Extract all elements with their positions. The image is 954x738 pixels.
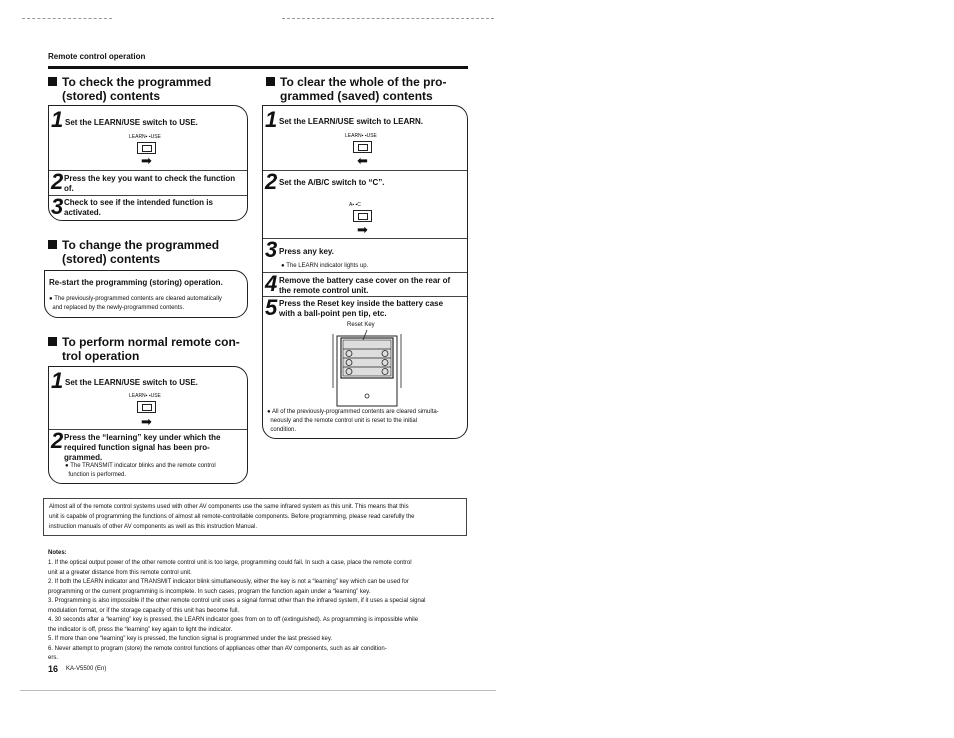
check-title: To check the programmed (stored) contents [48,75,268,103]
step-number: 1 [51,107,64,132]
bullet-square-icon [266,77,275,86]
divider [49,429,247,430]
note-line: the indicator is off, press the “learning” key again to light the indicator. [48,626,233,633]
divider [49,195,247,196]
note-line: 1. If the optical output power of the other remote control unit is too large, programming could fail. In such a case, place the remote control [48,560,412,566]
step-number: 5 [265,295,278,320]
note-line: 2. If both the LEARN indicator and TRANSMIT indicator blink simultaneously, either the key is not a “learning” key which can be used for [48,579,409,585]
step-text: Check to see if the intended function is activated. [64,198,213,217]
model-label: KA-V5500 (En) [66,666,107,672]
bullet-square-icon [48,77,57,86]
top-rule-left [22,18,112,19]
check-box [48,105,248,221]
notes-title: Notes: [48,550,67,556]
switch-label: LEARN▪ ▪USE [129,393,161,399]
section-label: Remote control operation [48,52,146,61]
step-number: 1 [265,107,278,132]
divider [263,238,467,239]
change-title: To change the programmed (stored) contents [48,238,268,266]
note-line: 6. Never attempt to program (store) the remote control functions of appliances other than AV components, such as air condition- [48,645,387,652]
bottom-rule [20,690,496,691]
note-line: unit at a greater distance from this remote control unit. [48,569,192,576]
divider [263,296,467,297]
bullet-square-icon [48,240,57,249]
note-line: modulation format, or if the storage capacity of this unit has become full. [48,607,240,614]
divider [263,272,467,273]
switch-label: LEARN▪ ▪USE [345,133,377,139]
step-text: Set the A/B/C switch to “C”. [279,178,385,187]
step-text: Press the Reset key inside the battery case with a ball-point pen tip, etc. [279,299,444,318]
reset-key-label: Reset Key [347,322,375,328]
note-line: 4. 30 seconds after a “learning” key is pressed, the LEARN indicator goes from on to off (extinguished). As programming is impossible while [48,617,419,623]
arrow-right-icon: ➡ [141,414,152,429]
change-box [44,270,248,318]
arrow-right-icon: ➡ [357,222,368,237]
step-number: 3 [265,237,278,262]
note-line: ers. [48,655,59,661]
info-text: Almost all of the remote control systems used with other AV components use the same infrared system as this unit. This means that this unit is capable of programming the functions of almost all remote-controllable components. Before programming, please read carefully the instruction manuals of other AV components as well as this instruction Manual. [49,504,415,530]
learn-use-switch-icon [137,401,156,413]
abc-switch-icon [353,210,372,222]
step-number: 2 [51,428,64,453]
step-number: 3 [51,194,64,219]
step-text: Press the key you want to check the function of. [64,174,236,193]
step-text: Press any key. [279,247,335,256]
page-number: 16 [48,664,59,674]
step-text: Press the “learning” key under which the required function signal has been pro- grammed. [64,433,221,462]
learn-use-switch-icon [353,141,372,153]
change-heading: Re-start the programming (storing) operation. [49,278,223,287]
switch-label: A▪ ▪C [349,202,361,208]
step-text: Remove the battery case cover on the rear of the remote control unit. [279,276,451,295]
step-number: 1 [51,368,64,393]
arrow-right-icon: ➡ [141,153,152,168]
switch-label: LEARN▪ ▪USE [129,134,161,140]
note-line: 3. Programming is also impossible if the other remote control unit uses a signal format other than the infrared system, if it uses a special signal [48,598,426,604]
step-number: 2 [51,169,64,194]
normal-bullet: ● The TRANSMIT indicator blinks and the remote control function is performed. [65,463,216,478]
normal-box [48,366,248,484]
top-rule-right [282,18,494,19]
clear-box [262,105,468,439]
divider [49,170,247,171]
section-rule [48,66,468,69]
note-line: programming or the current programming is incomplete. In such cases, program the function again under a “learning” key. [48,588,371,595]
step3-bullet: ● The LEARN indicator lights up. [281,263,369,269]
info-box [43,498,467,536]
step-text: Set the LEARN/USE switch to USE. [65,118,198,127]
divider [263,170,467,171]
clear-bullet: ● All of the previously-programmed contents are cleared simulta- neously and the remote control unit is reset to the initial condition. [267,409,439,433]
step-number: 2 [265,169,278,194]
notes-list [48,559,468,664]
change-bullet: ● The previously-programmed contents are cleared automatically and replaced by the newly-programmed contents. [49,296,222,311]
clear-title: To clear the whole of the pro- grammed (saved) contents [266,75,476,103]
normal-title: To perform normal remote con- trol operation [48,335,268,363]
step-number: 4 [265,271,278,296]
arrow-left-icon: ⬅ [357,153,368,168]
bullet-square-icon [48,337,57,346]
step-text: Set the LEARN/USE switch to LEARN. [279,117,424,126]
step-text: Set the LEARN/USE switch to USE. [65,378,198,387]
battery-case-illustration [329,328,405,408]
note-line: 5. If more than one “learning” key is pressed, the function signal is programmed under the last pressed key. [48,636,333,642]
